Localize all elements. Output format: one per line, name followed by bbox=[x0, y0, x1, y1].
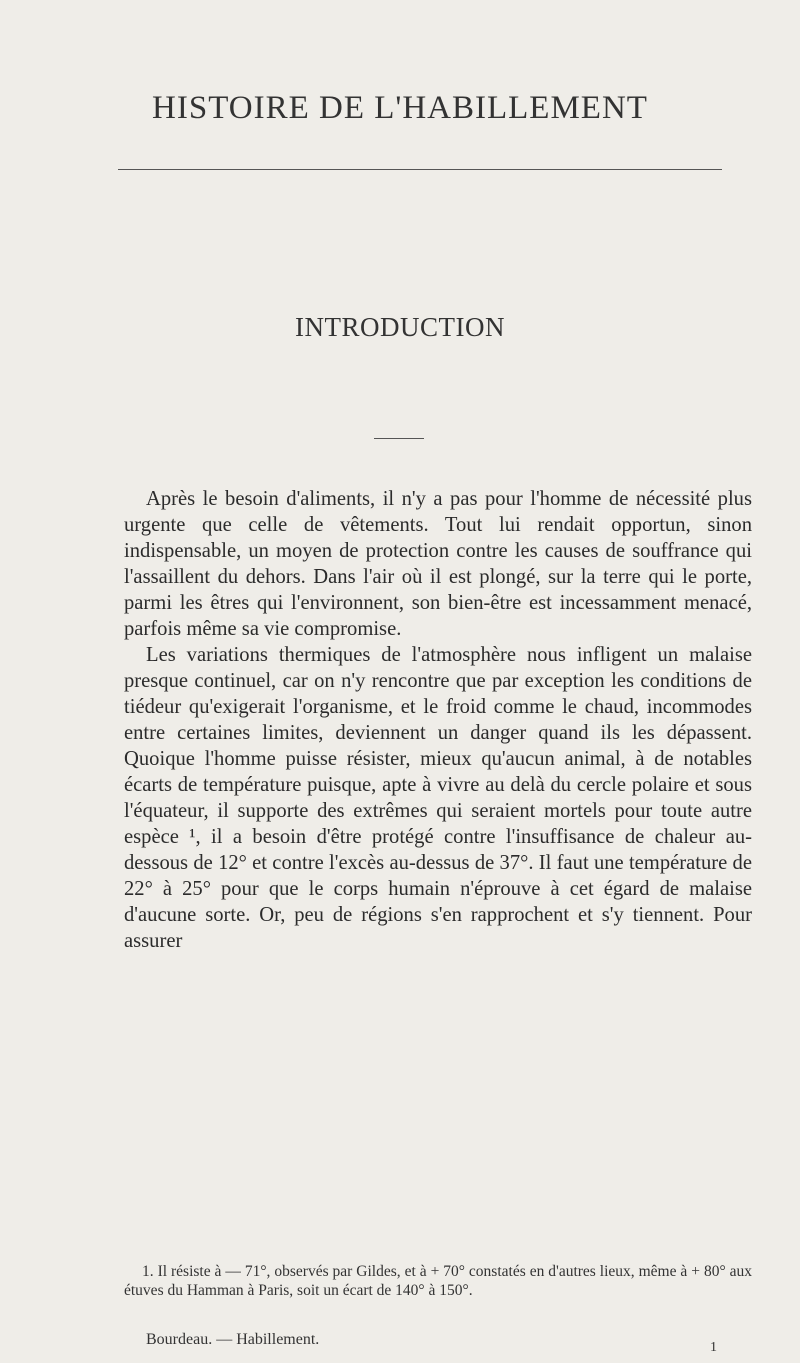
footnote: 1. Il résiste à — 71°, observés par Gildes, et à + 70° constatés en d'autres lieux, même à + 80° aux étuves du Hamman à Paris, soit un écart de 140° à 150°. bbox=[124, 1263, 752, 1299]
paragraph: Les variations thermiques de l'atmosphère nous infligent un malaise presque continuel, car on n'y rencontre que par exception les conditions de tiédeur qu'exigerait l'organisme, et le froid comme le chaud, incommodes entre certaines limites, deviennent un danger quand ils les dépassent. Quoique l'homme puisse résister, mieux qu'aucun animal, à de notables écarts de température puisque, apte à vivre au delà du cercle polaire et sous l'équateur, il supporte des extrêmes qui seraient mortels pour toute autre espèce ¹, il a besoin d'être protégé contre l'insuffisance de chaleur au-dessous de 12° et contre l'excès au-dessus de 37°. Il faut une température de 22° à 25° pour que le corps humain n'éprouve à cet égard de malaise d'aucune sorte. Or, peu de régions s'en rapprochent et s'y tiennent. Pour assurer bbox=[124, 644, 752, 952]
page-number: 1 bbox=[710, 1340, 717, 1355]
signature-line: Bourdeau. — Habillement. bbox=[146, 1331, 320, 1348]
chapter-rule bbox=[374, 438, 424, 439]
paragraph: Après le besoin d'aliments, il n'y a pas pour l'homme de nécessité plus urgente que celle de vêtements. Tout lui rendait opportun, sinon indispensable, un moyen de protection contre les causes de souffrance qui l'assaillent du dehors. Dans l'air où il est plongé, sur la terre qui le porte, parmi les êtres qui l'environnent, son bien-être est incessamment menacé, parfois même sa vie compromise. bbox=[124, 488, 752, 640]
header-rule bbox=[118, 169, 722, 170]
chapter-title: INTRODUCTION bbox=[295, 312, 505, 342]
body-text bbox=[124, 486, 752, 954]
running-head: HISTOIRE DE L'HABILLEMENT bbox=[152, 90, 648, 126]
